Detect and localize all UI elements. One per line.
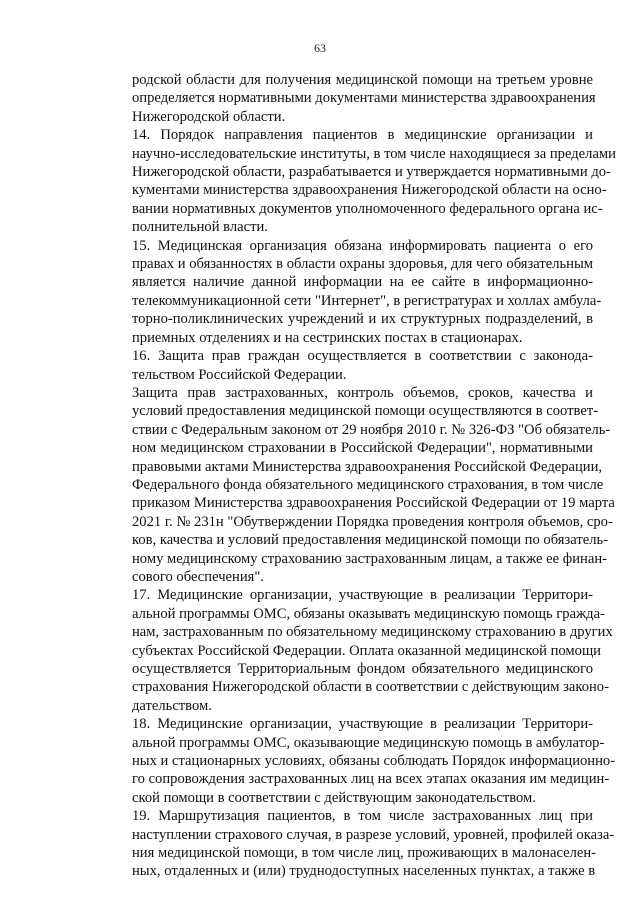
text-line: Защита прав застрахованных, контроль объемов, сроков, качества и [132, 384, 593, 401]
paragraph [90, 347, 593, 384]
text-line: условий предоставления медицинской помощи осуществляются в соответ- [132, 403, 599, 420]
paragraph [90, 384, 615, 586]
text-line: ния медицинской помощи, в том числе лиц, проживающих в малонаселен- [132, 845, 597, 862]
text-line: родской области для получения медицинской помощи на третьем уровне [132, 72, 593, 88]
text-line: Нижегородской области. [132, 108, 286, 125]
text-line: ствии с Федеральным законом от 29 ноября 2010 г. № 326-ФЗ "Об обязатель- [132, 421, 611, 438]
document-body [90, 71, 616, 881]
text-line: нам, застрахованным по обязательному медицинскому страхованию в других [132, 624, 613, 641]
text-line: ному медицинскому страхованию застрахованным лицам, а также ее финан- [132, 550, 607, 567]
text-line: правовыми актами Министерства здравоохранения Российской Федерации, [132, 458, 603, 475]
text-line: ской помощи в соответствии с действующим законодательством. [132, 789, 536, 806]
text-line: 19. Маршрутизация пациентов, в том числе застрахованных лиц при [132, 808, 593, 825]
text-line: ных, отдаленных и (или) труднодоступных населенных пунктах, а также в [132, 863, 596, 880]
text-line: является наличие данной информации на ее сайте в информационно- [132, 274, 593, 291]
text-line: Нижегородской области, разрабатывается и утверждается нормативными до- [132, 164, 611, 181]
text-line: 15. Медицинская организация обязана информировать пациента о его [132, 237, 593, 254]
text-line: осуществляется Территориальным фондом обязательного медицинского [132, 661, 593, 677]
text-line: вании нормативных документов уполномоченного федерального органа ис- [132, 200, 603, 217]
text-line: сового обеспечения". [132, 568, 264, 585]
text-line: страхования Нижегородской области в соответствии с действующим законо- [132, 679, 609, 696]
text-line: телекоммуникационной сети "Интернет", в регистратурах и холлах амбула- [132, 292, 602, 309]
text-line: научно-исследовательские институты, в том числе находящиеся за пределами [132, 145, 616, 162]
text-line: определяется нормативными документами министерства здравоохранения [132, 90, 596, 107]
text-line: ков, качества и условий предоставления медицинской помощи по обязатель- [132, 532, 609, 549]
text-line: кументами министерства здравоохранения Нижегородской области на осно- [132, 182, 607, 199]
text-line: правах и обязанностях в области охраны здоровья, для чего обязательным [132, 256, 593, 273]
text-line: наступлении страхового случая, в разрезе условий, уровней, профилей оказа- [132, 826, 615, 843]
paragraph [90, 586, 613, 715]
paragraph [90, 126, 616, 236]
text-line: 18. Медицинские организации, участвующие в реализации Территори- [132, 716, 593, 733]
text-line: ных и стационарных условиях, обязаны соблюдать Порядок информационно- [132, 753, 616, 770]
text-line: Федерального фонда обязательного медицинского страхования, в том числе [132, 476, 604, 493]
page-number: 63 [314, 41, 326, 55]
paragraph [90, 237, 602, 347]
text-line: торно-поликлинических учреждений и их структурных подразделений, в [132, 311, 593, 328]
text-line: 14. Порядок направления пациентов в медицинские организации и [132, 127, 593, 144]
text-line: приемных отделениях и на сестринских постах в стационарах. [132, 329, 523, 346]
text-line: 17. Медицинские организации, участвующие в реализации Территори- [132, 587, 593, 604]
text-line: приказом Министерства здравоохранения Российской Федерации от 19 марта [132, 495, 615, 512]
text-line: 16. Защита прав граждан осуществляется в соответствии с законода- [132, 348, 593, 365]
text-line: ном медицинском страховании в Российской Федерации", нормативными [132, 440, 593, 457]
text-line: полнительной власти. [132, 219, 268, 236]
paragraph [90, 71, 596, 126]
text-line: субъектах Российской Федерации. Оплата оказанной медицинской помощи [132, 642, 601, 659]
text-line: го сопровождения застрахованных лиц на всех этапах оказания им медицин- [132, 771, 610, 788]
text-line: альной программы ОМС, оказывающие медицинскую помощь в амбулатор- [132, 734, 605, 751]
text-line: дательством. [132, 697, 212, 714]
text-line: тельством Российской Федерации. [132, 366, 347, 383]
text-line: 2021 г. № 231н "Обутверждении Порядка проведения контроля объемов, сро- [132, 513, 613, 530]
text-line: альной программы ОМС, обязаны оказывать медицинскую помощь граждa- [132, 605, 605, 622]
paragraph [90, 715, 616, 807]
paragraph [90, 807, 615, 881]
